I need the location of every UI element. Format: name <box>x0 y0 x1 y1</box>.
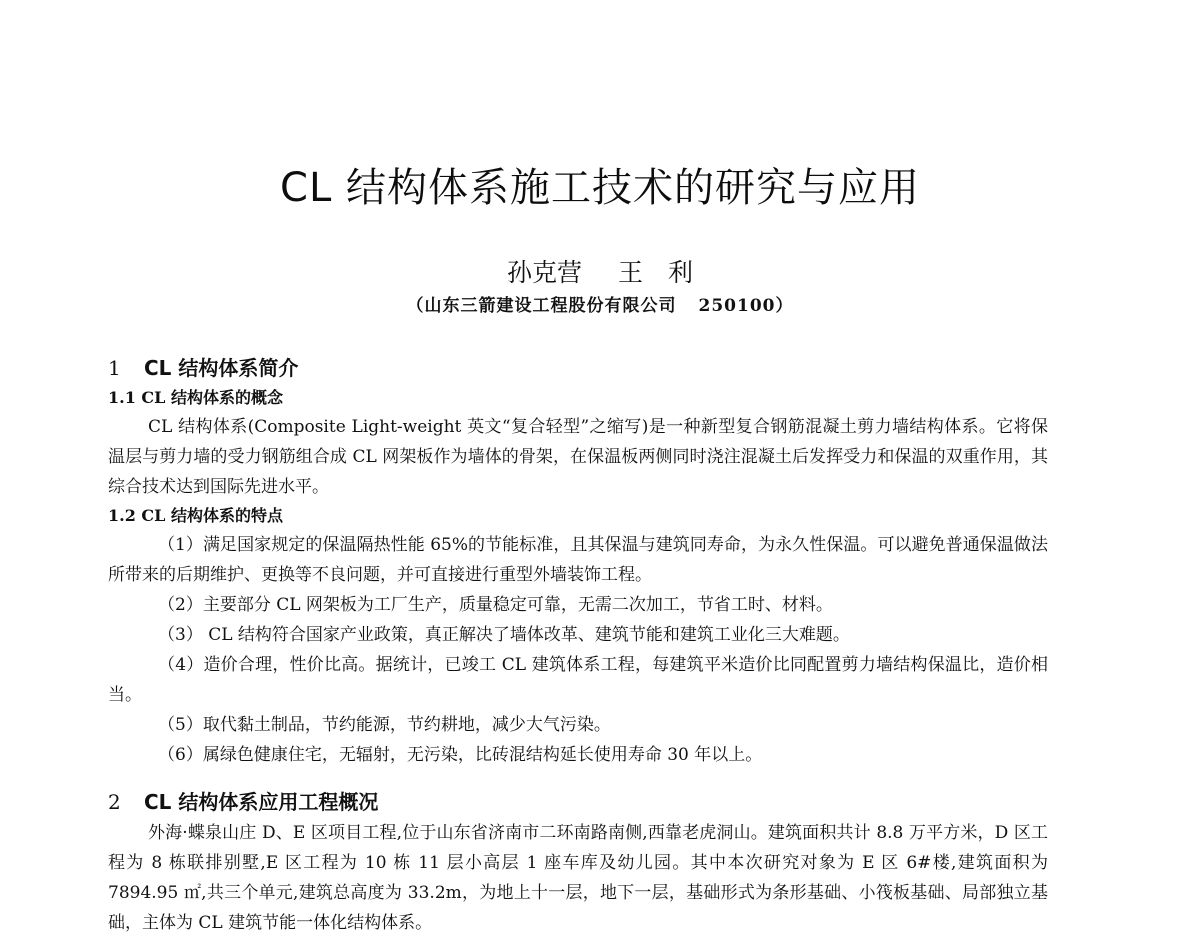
affiliation-line <box>0 292 1200 320</box>
paper-body <box>108 352 1048 938</box>
section-heading <box>108 786 1048 818</box>
list-item: （2）主要部分 CL 网架板为工厂生产，质量稳定可靠，无需二次加工，节省工时、材料。 <box>158 595 833 615</box>
author-name: 孙克营 <box>506 258 582 287</box>
author-name: 王 利 <box>618 258 694 287</box>
list-item: （4）造价合理，性价比高。据统计，已竣工 CL 建筑体系工程，每建筑平米造价比同配置剪力墙结构保温比，造价相当。 <box>108 655 1048 705</box>
author-line <box>0 256 1200 290</box>
section-heading <box>108 352 1048 384</box>
list-item: （3） CL 结构符合国家产业政策，真正解决了墙体改革、建筑节能和建筑工业化三大难题。 <box>158 625 850 645</box>
paper-title: CL 结构体系施工技术的研究与应用 <box>280 165 920 211</box>
list-item: （6）属绿色健康住宅，无辐射，无污染，比砖混结构延长使用寿命 30 年以上。 <box>158 745 763 765</box>
paragraph: 外海·蝶泉山庄 D、E 区项目工程,位于山东省济南市二环南路南侧,西靠老虎洞山。建筑面积共计 8.8 万平方米，D 区工程为 8 栋联排别墅,E 区工程为 10 栋 11 层小高层 1 座车库及幼儿园。其中本次研究对象为 E 区 6#楼,建筑面积为 7894.95 ㎡,共三个单元,建筑总高度为 33.2m，为地上十一层，地下一层，基础形式为条形基础、小筏板基础、局部独立基础，主体为 CL 建筑节能一体化结构体系。 <box>108 823 1048 933</box>
section-title: CL 结构体系简介 <box>144 356 299 380</box>
section-number: 1 <box>108 356 121 380</box>
affiliation-name: （山东三箭建设工程股份有限公司 <box>406 296 677 316</box>
list-item: （5）取代黏土制品，节约能源，节约耕地，减少大气污染。 <box>158 715 611 735</box>
paragraph: CL 结构体系(Composite Light-weight 英文“复合轻型”之缩写)是一种新型复合钢筋混凝土剪力墙结构体系。它将保温层与剪力墙的受力钢筋组合成 CL 网架板作为墙体的骨架，在保温板两侧同时浇注混凝土后发挥受力和保温的双重作用，其综合技术达到国际先进水平。 <box>108 417 1048 497</box>
subsection-heading: 1.1 CL 结构体系的概念 <box>108 388 283 407</box>
list-item: （1）满足国家规定的保温隔热性能 65%的节能标准，且其保温与建筑同寿命，为永久性保温。可以避免普通保温做法所带来的后期维护、更换等不良问题，并可直接进行重型外墙装饰工程。 <box>108 535 1048 585</box>
postcode: 250100） <box>698 296 794 316</box>
section-title: CL 结构体系应用工程概况 <box>144 790 379 814</box>
section-number: 2 <box>108 790 121 814</box>
subsection-heading: 1.2 CL 结构体系的特点 <box>108 506 283 525</box>
